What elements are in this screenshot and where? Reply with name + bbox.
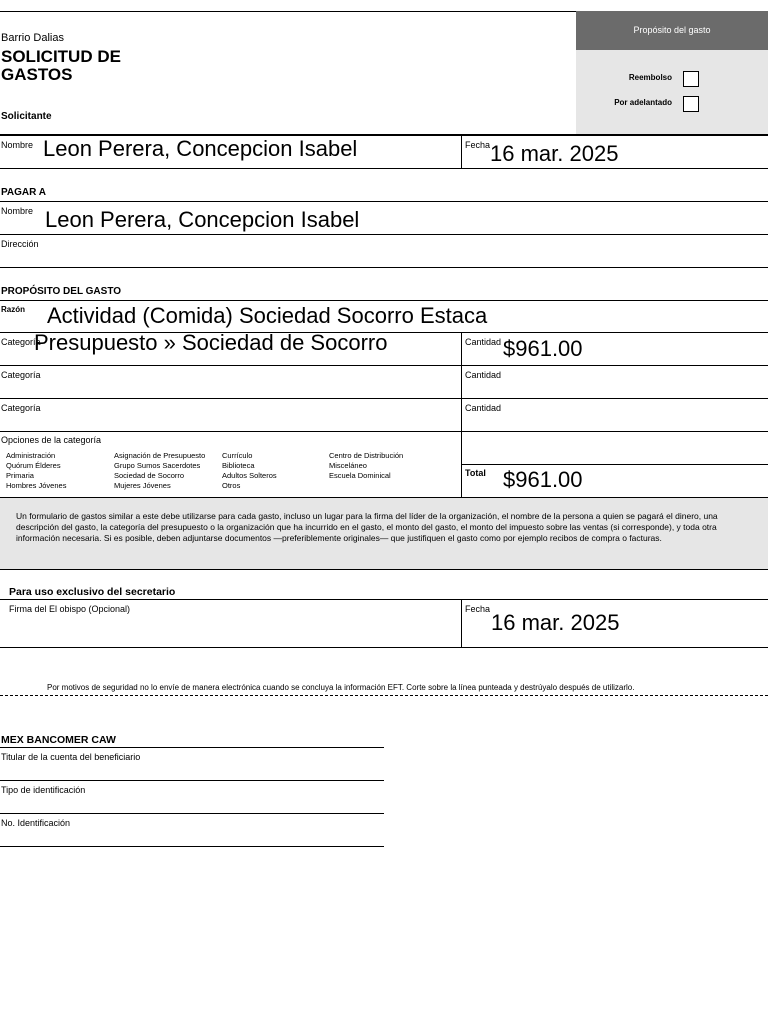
bank-name: MEX BANCOMER CAW [1, 734, 116, 746]
reimbursement-checkbox[interactable] [683, 71, 699, 87]
category-option: Adultos Solteros [222, 471, 277, 480]
secretary-date-value[interactable]: 16 mar. 2025 [491, 610, 620, 635]
applicant-date-label: Fecha [465, 140, 491, 150]
category-1-label: Categoría [1, 337, 41, 347]
reimbursement-label: Reembolso [628, 73, 672, 82]
security-notice: Por motivos de seguridad no lo envíe de manera electrónica cuando se concluya la información EFT. Corte sobre la línea punteada y destrúyalo después de utilizarlo. [47, 683, 635, 692]
account-holder-bottom [0, 780, 384, 781]
instructions-text: Un formulario de gastos similar a este debe utilizarse para cada gasto, incluso un lugar para la firma del líder de la organización, el nombre de la persona a quien se pagará el dinero, una descripción del gasto, la categoría del presupuesto o la organización que ha incurrido en el gasto, el monto del gasto, el monto del impuesto sobre las ventas (si corresponde), y toda otra información necesaria. Si es posible, deben adjuntarse documentos —preferiblemente originales— que justifiquen el gasto como por ejemplo recibos de compra o facturas. [16, 511, 718, 543]
secretary-section-label: Para uso exclusivo del secretario [9, 586, 176, 598]
total-top-border [461, 464, 768, 465]
applicant-date-value[interactable]: 16 mar. 2025 [490, 141, 619, 166]
category-option: Primaria [6, 471, 34, 480]
category-option: Centro de Distribución [329, 451, 404, 460]
category-options-label: Opciones de la categoría [1, 435, 102, 445]
category-2-bottom [0, 398, 768, 399]
amount-1-value[interactable]: $961.00 [503, 336, 583, 361]
applicant-name-value[interactable]: Leon Perera, Concepcion Isabel [43, 136, 358, 161]
pay-to-address-label: Dirección [1, 239, 39, 249]
solicitante-label: Solicitante [1, 111, 52, 122]
amount-1-label: Cantidad [465, 337, 502, 347]
category-option: Hombres Jóvenes [6, 481, 67, 490]
amount-2-label: Cantidad [465, 370, 502, 380]
pay-to-address-bottom [0, 267, 768, 268]
secretary-divider [461, 600, 462, 647]
id-type-bottom [0, 813, 384, 814]
amount-3-label: Cantidad [465, 403, 502, 413]
pay-to-name-label: Nombre [1, 206, 34, 216]
id-number-label: No. Identificación [1, 818, 71, 828]
page-title [1, 48, 121, 84]
account-holder-label: Titular de la cuenta del beneficiario [1, 752, 141, 762]
total-value[interactable]: $961.00 [503, 467, 583, 492]
category-2-label: Categoría [1, 370, 41, 380]
secretary-bottom-border [0, 647, 768, 648]
category-option: Biblioteca [222, 461, 255, 470]
organization-name: Barrio Dalias [1, 32, 64, 44]
bank-top-border [0, 747, 384, 748]
category-option: Grupo Sumos Sacerdotes [114, 461, 201, 470]
id-number-bottom [0, 846, 384, 847]
purpose-divider [461, 333, 462, 497]
pay-to-top-border [0, 201, 768, 202]
title-line-1: SOLICITUD DE [1, 47, 121, 66]
purpose-type-box [576, 11, 768, 134]
purpose-top-border [0, 300, 768, 301]
applicant-bottom-border [0, 168, 768, 169]
total-label: Total [465, 468, 486, 478]
instructions-box [0, 497, 768, 570]
category-option: Currículo [222, 451, 253, 460]
pay-to-name-value[interactable]: Leon Perera, Concepcion Isabel [45, 207, 360, 232]
category-3-label: Categoría [1, 403, 41, 413]
purpose-type-header [576, 11, 768, 50]
applicant-name-label: Nombre [1, 140, 34, 150]
purpose-type-header-text: Propósito del gasto [633, 25, 711, 35]
category-1-bottom [0, 365, 768, 366]
advance-label: Por adelantado [614, 98, 672, 107]
reason-value[interactable]: Actividad (Comida) Sociedad Socorro Estaca [47, 303, 488, 328]
category-options-col-2 [114, 451, 205, 491]
advance-checkbox[interactable] [683, 96, 699, 112]
pay-to-name-bottom [0, 234, 768, 235]
category-option: Otros [222, 481, 241, 490]
category-option: Administración [6, 451, 56, 460]
reason-label: Razón [1, 305, 25, 314]
category-option: Misceláneo [329, 461, 367, 470]
category-option: Quórum Élderes [6, 461, 61, 470]
category-option: Mujeres Jóvenes [114, 481, 171, 490]
category-1-value[interactable]: Presupuesto » Sociedad de Socorro [34, 330, 388, 355]
title-line-2: GASTOS [1, 65, 73, 84]
cut-line [0, 695, 768, 696]
id-type-label: Tipo de identificación [1, 785, 86, 795]
pay-to-section-label: PAGAR A [1, 187, 46, 198]
applicant-divider [461, 135, 462, 169]
category-option: Sociedad de Socorro [114, 471, 185, 480]
category-option: Asignación de Presupuesto [114, 451, 206, 460]
secretary-date-label: Fecha [465, 604, 491, 614]
category-options-col-3 [222, 451, 277, 491]
category-options-col-4 [329, 451, 403, 481]
category-option: Escuela Dominical [329, 471, 391, 480]
bishop-signature-label: Firma del El obispo (Opcional) [9, 604, 131, 614]
category-3-bottom [0, 431, 768, 432]
category-options-col-1 [6, 451, 66, 491]
purpose-section-label: PROPÓSITO DEL GASTO [1, 286, 122, 297]
secretary-top-border [0, 599, 768, 600]
